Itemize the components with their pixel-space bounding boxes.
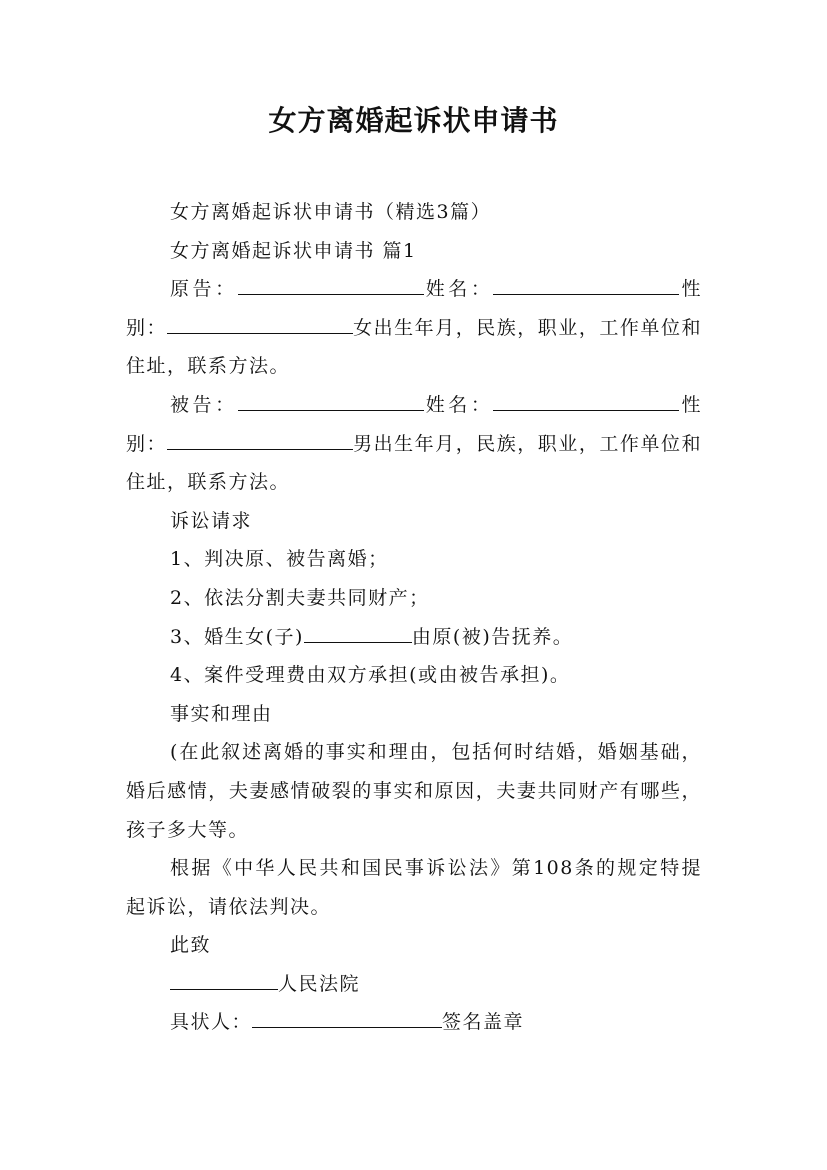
document-title: 女方离婚起诉状申请书 xyxy=(268,104,559,137)
plaintiff-gender-prefix: 性 xyxy=(679,278,702,301)
claim-item-4: 4、案件受理费由双方承担(或由被告承担)。 xyxy=(170,664,571,687)
signer-line xyxy=(126,1003,702,1042)
defendant-info-text-continued: 位和住址，联系方法。 xyxy=(126,432,702,494)
plaintiff-blank[interactable] xyxy=(238,277,424,295)
defendant-name-label: 姓名： xyxy=(423,393,494,416)
defendant-gender-label: 别： xyxy=(126,432,168,455)
defendant-gender-prefix: 性 xyxy=(679,393,702,416)
defendant-name-blank[interactable] xyxy=(493,393,679,411)
claim-item-3-text: 3、婚生女(子) xyxy=(170,625,304,648)
document-subtitle: 女方离婚起诉状申请书（精选3篇） xyxy=(170,201,492,223)
signer-label: 具状人： xyxy=(170,1011,253,1034)
child-name-blank[interactable] xyxy=(304,625,412,643)
defendant-gender-blank[interactable] xyxy=(167,432,353,450)
plaintiff-paragraph xyxy=(126,270,702,386)
plaintiff-info-text: 女出生年月，民族，职业，工作单 xyxy=(353,316,661,339)
defendant-blank[interactable] xyxy=(238,393,424,411)
facts-heading: 事实和理由 xyxy=(170,702,273,725)
plaintiff-name-blank[interactable] xyxy=(493,277,679,295)
claim-item-2: 2、依法分割夫妻共同财产； xyxy=(170,586,430,609)
document-body xyxy=(126,193,702,1042)
plaintiff-name-label: 姓名： xyxy=(423,278,494,301)
claim-item-1: 1、判决原、被告离婚； xyxy=(170,548,389,571)
plaintiff-label: 原告： xyxy=(170,278,238,301)
defendant-label: 被告： xyxy=(170,393,238,416)
claim-item-3 xyxy=(126,618,702,657)
facts-paragraph: (在此叙述离婚的事实和理由，包括何时结婚，婚姻基础，婚后感情，夫妻感情破裂的事实和原因，夫妻共同财产有哪些，孩子多大等。 xyxy=(126,741,702,841)
section-heading: 女方离婚起诉状申请书 篇1 xyxy=(170,239,417,262)
plaintiff-gender-blank[interactable] xyxy=(167,316,353,334)
defendant-info-text: 男出生年月，民族，职业，工作单 xyxy=(353,432,661,455)
closing-salutation: 此致 xyxy=(170,934,212,957)
defendant-paragraph xyxy=(126,386,702,502)
plaintiff-gender-label: 别： xyxy=(126,316,168,339)
signature-label: 签名盖章 xyxy=(442,1011,525,1034)
claim-item-3-text-continued: 由原(被)告抚养。 xyxy=(411,625,574,648)
signer-blank[interactable] xyxy=(252,1010,442,1028)
court-line xyxy=(126,965,702,1004)
claims-heading: 诉讼请求 xyxy=(170,509,253,532)
plaintiff-info-text-continued: 位和住址，联系方法。 xyxy=(126,316,702,378)
legal-basis-paragraph: 根据《中华人民共和国民事诉讼法》第108条的规定特提起诉讼，请依法判决。 xyxy=(126,857,702,918)
court-name-blank[interactable] xyxy=(170,972,278,990)
court-suffix: 人民法院 xyxy=(278,972,361,995)
